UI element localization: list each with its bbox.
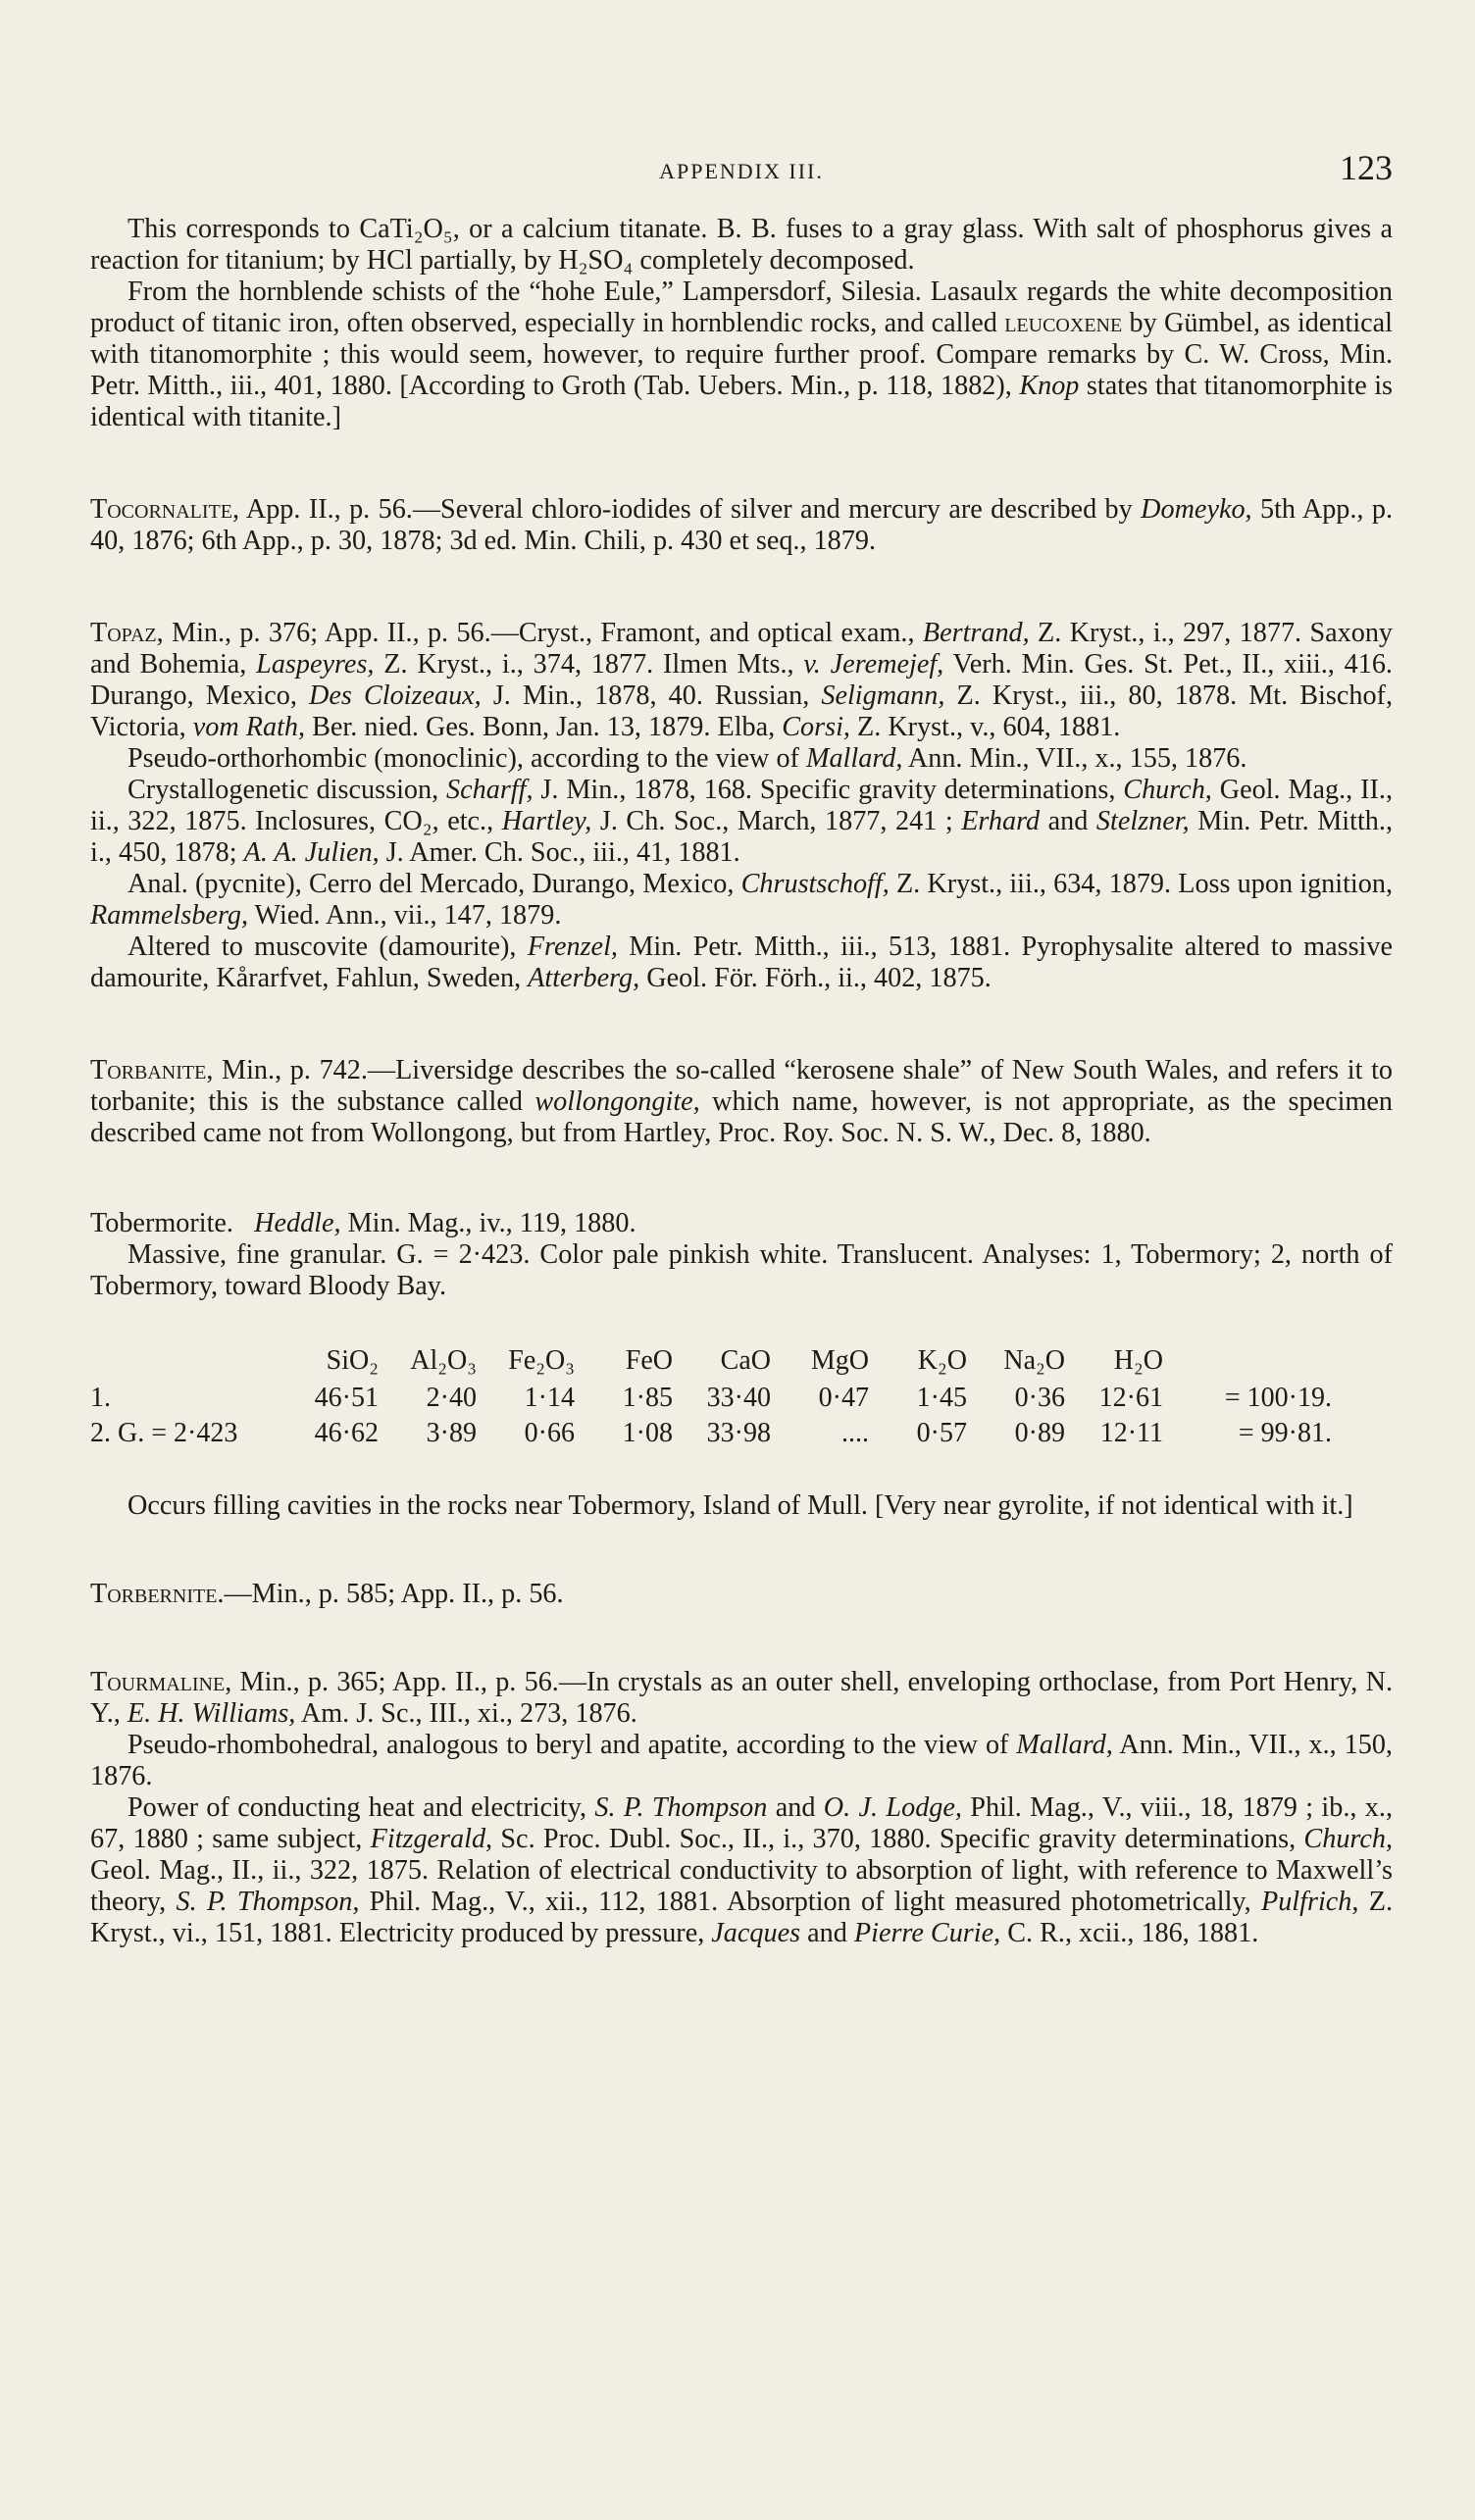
text: Crystallogenetic discussion, (127, 775, 447, 805)
text: Verh. Min. Ges. St. Pet., II., xiii., 416. Durango, Mexico, (90, 649, 1393, 711)
text: by Gümbel, as identical with titanomorphite ; this would seem, however, to require further proof. Compare remarks by C. W. Cross, Min. Petr. Mitth., iii., 401, 1880. [According to Groth (Tab. Uebers. Min., p. 118, 1882), (90, 308, 1393, 401)
running-title: APPENDIX III. (659, 159, 824, 183)
page-number: 123 (1340, 148, 1393, 187)
text: Wied. Ann., vii., 147, 1879. (248, 900, 562, 931)
table-cell-total: = 100·19. (1224, 1383, 1332, 1413)
text: C. R., xcii., 186, 1881. (1000, 1918, 1259, 1948)
author-name: Mallard, (1016, 1730, 1113, 1760)
text: Geol. Mag., II., ii., 322, 1875. Inclosures, CO₂, etc., (90, 775, 1393, 836)
entry-torbanite (90, 1055, 1393, 1149)
text: J. Amer. Ch. Soc., iii., 41, 1881. (379, 837, 740, 868)
author-name: Church, (1303, 1824, 1393, 1854)
row-label: 2. G. = 2·423 (90, 1418, 238, 1448)
text: and (767, 1792, 824, 1823)
table-cell: 2·40 (426, 1383, 477, 1413)
text: and (1040, 806, 1096, 836)
author-name: Heddle, (254, 1208, 341, 1238)
term-leucoxene: leucoxene (1004, 308, 1123, 338)
text: Z. Kryst., vi., 151, 1881. Electricity produced by pressure, (90, 1887, 1393, 1948)
table-cell-total: = 99·81. (1238, 1418, 1332, 1448)
author-name: Jacques (711, 1918, 801, 1948)
text: states that titanomorphite is identical with titanite.] (90, 371, 1394, 432)
running-header (90, 147, 1393, 192)
paragraph (90, 869, 1393, 932)
author-name: Hartley, (501, 806, 592, 836)
text: Phil. Mag., V., xii., 112, 1881. Absorption of light measured photometrically, (359, 1887, 1261, 1917)
table-cell: 12·11 (1099, 1418, 1163, 1448)
entry-tourmaline (90, 1667, 1393, 1949)
text: App. II., p. 56.—Several chloro-iodides of silver and mercury are described by (239, 494, 1142, 525)
column-header-total (1163, 1343, 1332, 1381)
text: This corresponds to CaTi₂O₅, or a calcium titanate. B. B. fuses to a gray glass. With salt of phosphorus gives a reaction for titanium; by HCl partially, by H₂SO₄ completely decomposed. (90, 214, 1393, 276)
paragraph (90, 1208, 1393, 1239)
text: Z. Kryst., v., 604, 1881. (849, 712, 1121, 742)
author-name: Chrustschoff, (740, 869, 890, 899)
author-name: S. P. Thompson, (176, 1887, 360, 1917)
text: Min. Mag., iv., 119, 1880. (340, 1208, 636, 1238)
table-cell: 33·98 (706, 1418, 771, 1448)
paragraph (90, 1055, 1393, 1149)
author-name: Mallard, (805, 743, 903, 774)
paragraph (90, 1667, 1393, 1730)
text: J. Ch. Soc., March, 1877, 241 ; (591, 806, 962, 836)
row-label: 1. (90, 1383, 111, 1413)
text: Sc. Proc. Dubl. Soc., II., i., 370, 1880. Specific gravity determinations, (492, 1824, 1304, 1854)
text: From the hornblende schists of the “hohe Eule,” Lampersdorf, Silesia. Lasaulx regards the white decomposition product of titanic iron, often observed, especially in hornblendic rocks, and called (90, 277, 1393, 338)
column-header: Fe₂O₃ (508, 1345, 575, 1376)
paragraph (90, 277, 1393, 433)
text: Min. Petr. Mitth., iii., 513, 1881. Pyrophysalite altered to massive damourite, Kårarfvet, Fahlun, Sweden, (90, 932, 1393, 993)
paragraph (90, 1490, 1393, 1522)
analysis-table (90, 1343, 1332, 1451)
text: Pseudo-rhombohedral, analogous to beryl and apatite, according to the view of (127, 1730, 1017, 1760)
author-name: Domeyko, (1141, 494, 1252, 525)
text: Geol. Mag., II., ii., 322, 1875. Relation of electrical conductivity to absorption of light, with reference to Maxwell’s theory, (90, 1855, 1393, 1917)
entry-term: Tocornalite, (90, 494, 240, 525)
text: Z. Kryst., i., 297, 1877. Saxony and Bohemia, (90, 618, 1394, 680)
text: Ber. nied. Ges. Bonn, Jan. 13, 1879. Elba, (305, 712, 783, 742)
table-cell: 46·51 (314, 1383, 379, 1413)
column-header: CaO (720, 1345, 771, 1376)
author-name: Pierre Curie, (853, 1918, 1001, 1948)
table-cell: 0·47 (818, 1383, 869, 1413)
table-header-row (90, 1343, 1332, 1381)
table-cell: 0·57 (916, 1418, 967, 1448)
author-name: Des Cloizeaux, (309, 680, 482, 711)
entry-torbernite (90, 1579, 1393, 1610)
table-cell: 46·62 (314, 1418, 379, 1448)
paragraph (90, 1579, 1393, 1610)
paragraph (90, 494, 1393, 557)
author-name: E. H. Williams, (127, 1698, 296, 1729)
table-cell: .... (841, 1418, 869, 1448)
text: Z. Kryst., i., 374, 1877. Ilmen Mts., (374, 649, 804, 680)
entry-term: Tobermorite. (90, 1208, 233, 1238)
text: Massive, fine granular. G. = 2·423. Color pale pinkish white. Translucent. Analyses: 1, Tobermory; 2, north of Tobermory, toward Bloody Bay. (90, 1239, 1393, 1301)
text: Min., p. 365; App. II., p. 56.—In crystals as an outer shell, enveloping orthoclase, from Port Henry, N. Y., (90, 1667, 1393, 1729)
text: Geol. För. Förh., ii., 402, 1875. (639, 963, 992, 993)
text: which name, however, is not appropriate, as the specimen described came not from Wollongong, but from Hartley, Proc. Roy. Soc. N. S. W., Dec. 8, 1880. (90, 1086, 1393, 1148)
author-name: Erhard (961, 806, 1041, 836)
text: Z. Kryst., iii., 80, 1878. Mt. Bischof, Victoria, (90, 680, 1393, 742)
author-name: Stelzner, (1095, 806, 1190, 836)
author-name: O. J. Lodge, (823, 1792, 962, 1823)
table-cell: 0·89 (1014, 1418, 1065, 1448)
table-cell: 1·85 (622, 1383, 673, 1413)
author-name: Rammelsberg, (90, 900, 249, 931)
text: Phil. Mag., V., viii., 18, 1879 ; ib., x., 67, 1880 ; same subject, (90, 1792, 1393, 1854)
author-name: Corsi, (782, 712, 850, 742)
author-name: Bertrand, (922, 618, 1030, 648)
table-row (90, 1416, 1332, 1451)
author-name: A. A. Julien, (243, 837, 380, 868)
author-name: Scharff, (446, 775, 534, 805)
author-name: Knop (1019, 371, 1080, 401)
column-header: MgO (810, 1345, 869, 1376)
table-cell: 0·66 (524, 1418, 575, 1448)
author-name: Atterberg, (528, 963, 640, 993)
text: Min., p. 742.—Liversidge describes the so-called “kerosene shale” of New South Wales, and refers it to torbanite; this is the substance called (90, 1055, 1393, 1117)
author-name: Pulfrich, (1261, 1887, 1359, 1917)
text: Z. Kryst., iii., 634, 1879. Loss upon ignition, (889, 869, 1393, 899)
column-header: SiO₂ (326, 1345, 379, 1376)
paragraph (90, 775, 1393, 869)
author-name: Frenzel, (527, 932, 618, 962)
entry-topaz (90, 618, 1393, 994)
entry-titanomorphite-continued (90, 214, 1393, 433)
text: —Min., p. 585; App. II., p. 56. (224, 1579, 564, 1609)
text: Altered to muscovite (damourite), (127, 932, 528, 962)
table-row (90, 1381, 1332, 1416)
author-name: S. P. Thompson (594, 1792, 768, 1823)
text: Am. J. Sc., III., xi., 273, 1876. (295, 1698, 637, 1729)
author-name: v. Jeremejef, (803, 649, 944, 680)
paragraph (90, 1239, 1393, 1302)
text: Anal. (pycnite), Cerro del Mercado, Durango, Mexico, (127, 869, 741, 899)
entry-tocornalite (90, 494, 1393, 557)
table-cell: 0·36 (1014, 1383, 1065, 1413)
paragraph (90, 743, 1393, 775)
entry-tobermorite (90, 1208, 1393, 1522)
author-name: Seligmann, (821, 680, 945, 711)
page-body (90, 214, 1393, 1949)
text: Power of conducting heat and electricity, (127, 1792, 595, 1823)
text: and (800, 1918, 854, 1948)
entry-term: Torbanite, (90, 1055, 214, 1085)
text: Min. Petr. Mitth., i., 450, 1878; (90, 806, 1393, 868)
author-name: Fitzgerald, (370, 1824, 493, 1854)
table-cell: 3·89 (426, 1418, 477, 1448)
column-header: K₂O (917, 1345, 967, 1376)
text: J. Min., 1878, 168. Specific gravity determinations, (533, 775, 1124, 805)
entry-term: Tourmaline, (90, 1667, 232, 1697)
column-header: H₂O (1113, 1345, 1163, 1376)
table-cell: 1·14 (524, 1383, 575, 1413)
text: Ann. Min., VII., x., 150, 1876. (90, 1730, 1393, 1791)
text: Ann. Min., VII., x., 155, 1876. (902, 743, 1247, 774)
paragraph (90, 214, 1393, 277)
column-header: FeO (625, 1345, 673, 1376)
table-cell: 1·45 (916, 1383, 967, 1413)
paragraph (90, 1792, 1393, 1949)
mineral-name: wollongongite, (534, 1086, 700, 1117)
column-header: Al₂O₃ (410, 1345, 477, 1376)
author-name: vom Rath, (192, 712, 306, 742)
paragraph (90, 1730, 1393, 1792)
author-name: Laspeyres, (256, 649, 375, 680)
entry-term: Torbernite. (90, 1579, 225, 1609)
table-corner (90, 1343, 296, 1381)
text: Occurs filling cavities in the rocks near Tobermory, Island of Mull. [Very near gyrolite, if not identical with it.] (127, 1490, 1353, 1521)
text: Min., p. 376; App. II., p. 56.—Cryst., Framont, and optical exam., (163, 618, 923, 648)
author-name: Church, (1123, 775, 1212, 805)
paragraph (90, 932, 1393, 994)
table-cell: 33·40 (706, 1383, 771, 1413)
table-cell: 12·61 (1098, 1383, 1163, 1413)
text: Pseudo-orthorhombic (monoclinic), according to the view of (127, 743, 806, 774)
entry-term: Topaz, (90, 618, 164, 648)
paragraph (90, 618, 1393, 743)
table-cell: 1·08 (622, 1418, 673, 1448)
text: J. Min., 1878, 40. Russian, (481, 680, 822, 711)
column-header: Na₂O (1003, 1345, 1065, 1376)
text: 5th App., p. 40, 1876; 6th App., p. 30, 1878; 3d ed. Min. Chili, p. 430 et seq., 1879. (90, 494, 1393, 556)
